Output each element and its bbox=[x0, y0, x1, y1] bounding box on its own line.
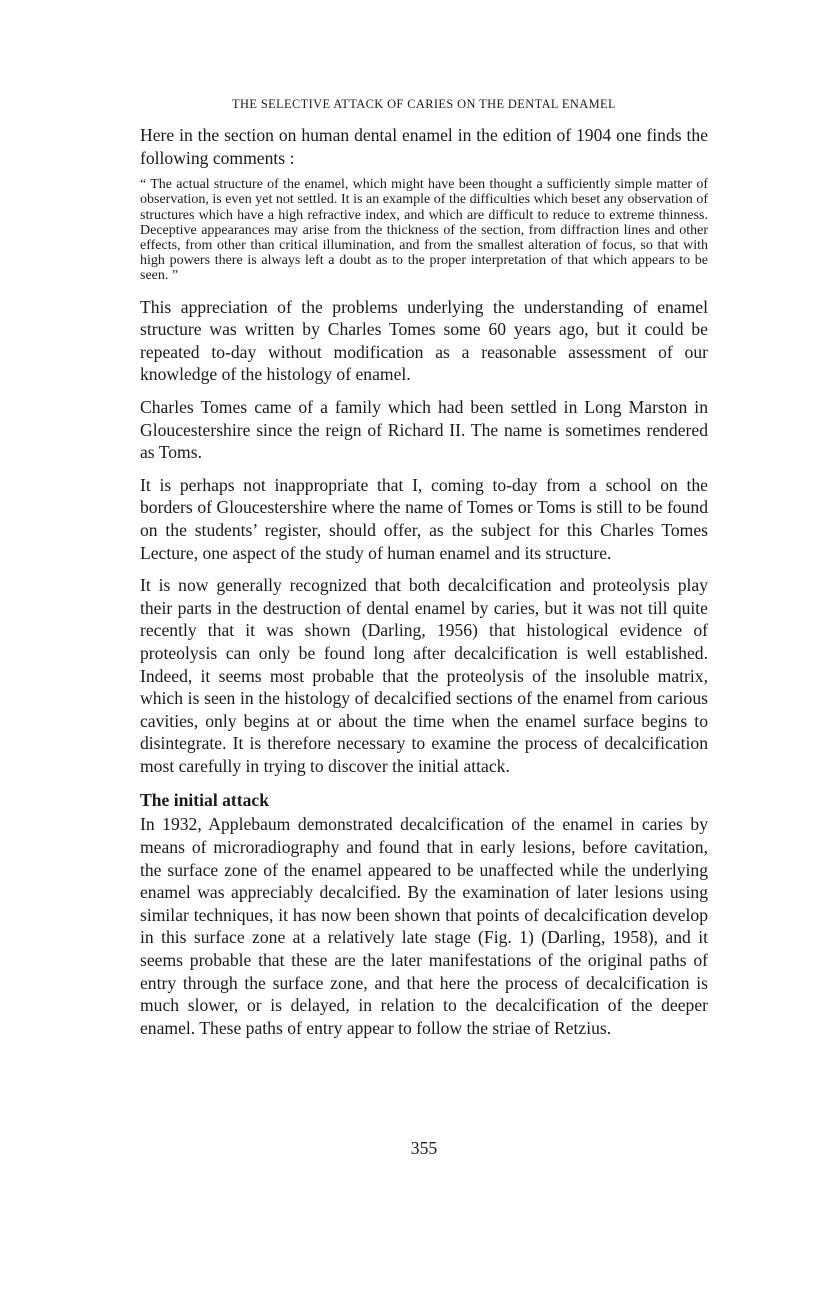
body-paragraph: It is now generally recognized that both decalcification and proteolysis play their parts in the destruction of dental enamel by caries, but it was not till quite recently that it was shown (Darling, 1956) that histological evidence of proteolysis can only be found long after decalcification is well established. Indeed, it seems most probable that the proteolysis of the insoluble matrix, which is seen in the histology of decalcified sections of the enamel from carious cavities, only begins at or about the time when the enamel surface begins to disintegrate. It is therefore necessary to examine the process of decalcification most carefully in trying to discover the initial attack. bbox=[140, 575, 708, 776]
block-quote: “ The actual structure of the enamel, which might have been thought a sufficiently simple matter of observation, is even yet not settled. It is an example of the difficulties which beset any observation of structures which have a high refractive index, and which are difficult to reduce to extreme thinness. Deceptive appearances may arise from the thickness of the section, from diffraction lines and other effects, from other than critical illumination, and from the smallest alteration of focus, so that with high powers there is always left a doubt as to the proper interpretation of that which appears to be seen. ” bbox=[140, 177, 708, 284]
intro-paragraph: Here in the section on human dental enamel in the edition of 1904 one finds the following comments : bbox=[140, 125, 708, 168]
body-paragraph: Charles Tomes came of a family which had been settled in Long Marston in Gloucestershire since the reign of Richard II. The name is sometimes rendered as Toms. bbox=[140, 396, 708, 463]
page bbox=[140, 96, 708, 1158]
body-paragraph: This appreciation of the problems underlying the understanding of enamel structure was written by Charles Tomes some 60 years ago, but it could be repeated to-day without modification as a reasonable assessment of our knowledge of the histology of enamel. bbox=[140, 296, 708, 385]
section-paragraph: In 1932, Applebaum demonstrated decalcification of the enamel in caries by means of microradiography and found that in early lesions, before cavitation, the surface zone of the enamel appeared to be unaffected while the underlying enamel was appreciably decalcified. By the examination of later lesions using similar techniques, it has now been shown that points of decalcification develop in this surface zone at a relatively late stage (Fig. 1) (Darling, 1958), and it seems probable that these are the later manifestations of the original paths of entry through the surface zone, and that here the process of decalcification is much slower, or is delayed, in relation to the decalcification of the deeper enamel. These paths of entry appear to follow the striae of Retzius. bbox=[140, 814, 708, 1038]
section-heading: The initial attack bbox=[140, 790, 270, 811]
page-number: 355 bbox=[410, 1138, 438, 1158]
body-paragraph: It is perhaps not inappropriate that I, coming to-day from a school on the borders of Gloucestershire where the name of Tomes or Toms is still to be found on the students’ register, should offer, as the subject for this Charles Tomes Lecture, one aspect of the study of human enamel and its structure. bbox=[140, 474, 708, 563]
running-head: THE SELECTIVE ATTACK OF CARIES ON THE DENTAL ENAMEL bbox=[232, 97, 616, 111]
